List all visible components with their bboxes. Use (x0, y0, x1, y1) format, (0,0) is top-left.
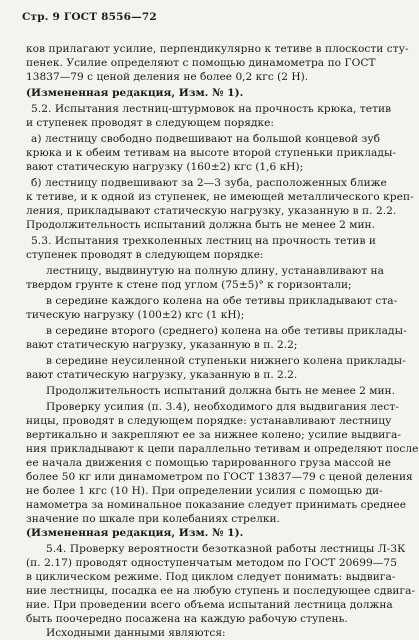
text-line: 5.4. Проверку вероятности безотказной работы лестницы Л-3К (46, 543, 406, 555)
text-line: крюка и к обеим тетивам на высоте второй ступеньки приклады- (26, 147, 397, 159)
text-line: б) лестницу подвешивают за 2—3 зуба, расположенных ближе (31, 177, 387, 189)
text-line: лестницу, выдвинутую на полную длину, устанавливают на (46, 265, 385, 277)
amendment-note: (Измененная редакция, Изм. № 1). (26, 527, 244, 539)
text-line: Продолжительность испытаний должна быть не менее 2 мин. (46, 385, 395, 397)
text-line: вают статическую нагрузку (160±2) кгс (1,6 кН); (26, 161, 304, 173)
text-line: ния прикладывают к цепи параллельно тетивам и определяют после (26, 443, 419, 455)
text-line: ления, прикладывают статическую нагрузку, указанную в п. 2.2. (26, 205, 397, 217)
text-line: и ступенек проводят в следующем порядке: (26, 117, 274, 129)
text-line: Проверку усилия (п. 3.4), необходимого для выдвигания лест- (46, 401, 399, 413)
text-line: намометра за номинальное показание следует принимать среднее (26, 499, 407, 511)
text-line: в середине неусиленной ступеньки нижнего колена приклады- (46, 355, 406, 367)
text-line: ее начала движения с помощью тарированного груза массой не (26, 457, 392, 469)
text-line: вают статическую нагрузку, указанную в п. 2.2; (26, 339, 298, 351)
text-line: ницы, проводят в следующем порядке: устанавливают лестницу (26, 415, 392, 427)
text-line: Продолжительность испытаний должна быть не менее 2 мин. (26, 219, 375, 231)
text-line: вают статическую нагрузку, указанную в п. 2.2. (26, 369, 298, 381)
text-line: тическую нагрузку (100±2) кгс (1 кН); (26, 309, 245, 321)
text-line: ние. При проведении всего объема испытаний лестница должна (26, 599, 393, 611)
text-line: ступенек проводят в следующем порядке: (26, 249, 264, 261)
text-line: ние лестницы, посадка ее на любую ступень и последующее сдвига- (26, 585, 416, 597)
text-line: ков прилагают усилие, перпендикулярно к тетиве в плоскости сту- (26, 43, 409, 55)
text-line: вертикально и закрепляют ее за нижнее колено; усилие выдвига- (26, 429, 401, 441)
text-line: пенек. Усилие определяют с помощью динамометра по ГОСТ (26, 57, 376, 69)
text-line: твердом грунте к стене под углом (75±5)° к горизонтали; (26, 279, 352, 291)
text-line: значение по шкале при колебаниях стрелки. (26, 513, 280, 525)
text-line: более 50 кг или динамометром по ГОСТ 13837—79 с ценой деления (26, 471, 413, 483)
text-line: 13837—79 с ценой деления не более 0,2 кгс (2 Н). (26, 71, 309, 83)
text-line: (п. 2.17) проводят одноступенчатым методом по ГОСТ 20699—75 (26, 557, 398, 569)
amendment-note: (Измененная редакция, Изм. № 1). (26, 87, 244, 99)
text-line: а) лестницу свободно подвешивают на большой концевой зуб (31, 133, 381, 145)
text-line: не более 1 кгс (10 Н). При определении усилия с помощью ди- (26, 485, 383, 497)
text-line: к тетиве, и к одной из ступенек, не имеющей металлического креп- (26, 191, 414, 203)
text-line: 5.3. Испытания трехколенных лестниц на прочность тетив и (31, 235, 377, 247)
text-line: быть поочередно посажена на каждую рабочую ступень. (26, 613, 348, 625)
text-line: в середине каждого колена на обе тетивы прикладывают ста- (46, 295, 398, 307)
text-line: в середине второго (среднего) колена на обе тетивы приклады- (46, 325, 407, 337)
text-line: Исходными данными являются: (46, 627, 226, 639)
page-header: Стр. 9 ГОСТ 8556—72 (22, 11, 157, 23)
text-line: в циклическом режиме. Под циклом следует понимать: выдвига- (26, 571, 396, 583)
text-line: 5.2. Испытания лестниц-штурмовок на прочность крюка, тетив (31, 103, 392, 115)
